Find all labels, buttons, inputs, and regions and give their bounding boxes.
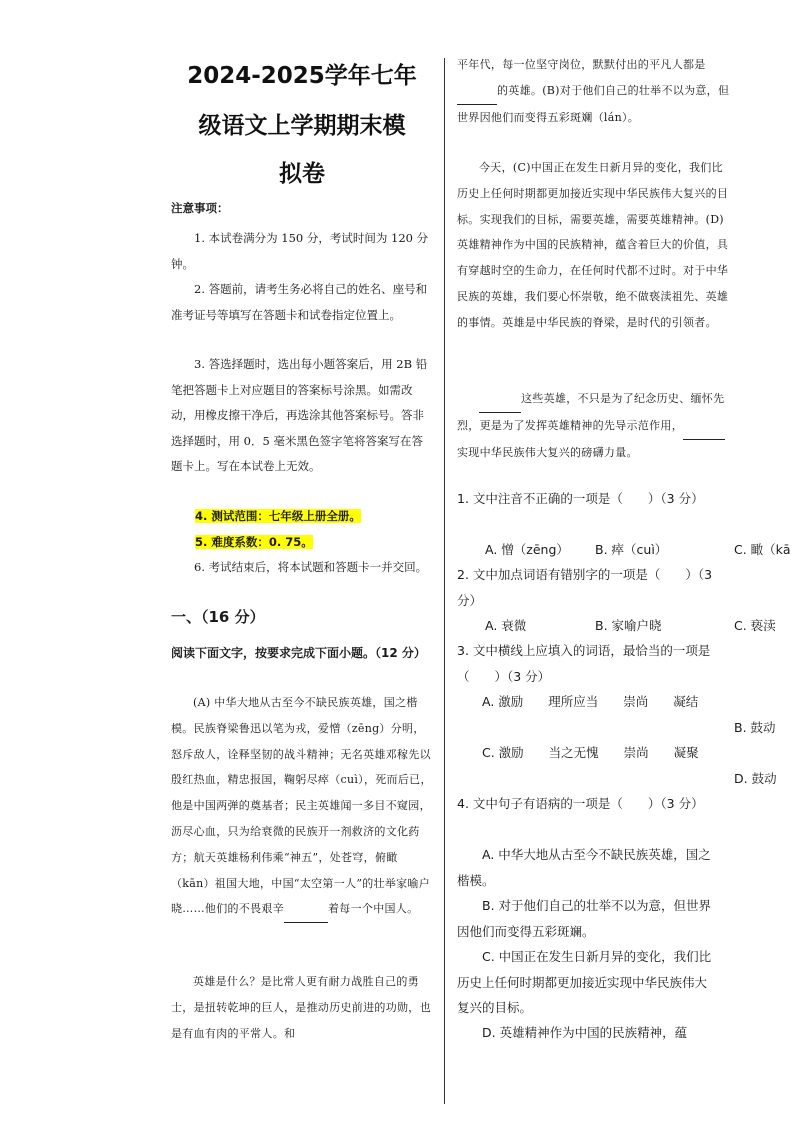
q3-option-d: D. 鼓动 xyxy=(734,771,777,786)
question-2: 2. 文中加点词语有错别字的一项是（ ）（3 分） xyxy=(457,567,713,608)
notice-item-1: 1. 本试卷满分为 150 分，考试时间为 120 分钟。 xyxy=(171,231,429,271)
q2-option-c: C. 亵渎 xyxy=(734,618,776,633)
notice-item-3: 3. 答选择题时，选出每小题答案后，用 2B 铅笔把答题卡上对应题目的答案标号涂黑。如需改动，用橡皮擦干净后，再选涂其他答案标号。答非选择题时，用 0．5 毫米黑色签字笔将答案写在答题卡上。写在本试卷上无效。 xyxy=(171,357,428,473)
reading-instruction: 阅读下面文字，按要求完成下面小题。（12 分） xyxy=(171,646,426,660)
notice-item-4: 4. 测试范围：七年级上册全册。 xyxy=(195,509,361,523)
q4-option-b: B. 对于他们自己的壮举不以为意，但世界因他们而变得五彩斑斓。 xyxy=(457,898,712,939)
fill-blank-2 xyxy=(457,78,497,105)
q4-option-c: C. 中国正在发生日新月异的变化，我们比历史上任何时期都更加接近实现中华民族伟大复兴的目标。 xyxy=(457,949,712,1015)
q3-option-c: C. 激励 当之无愧 崇尚 凝聚 xyxy=(482,745,699,760)
notice-heading: 注意事项： xyxy=(171,201,229,215)
notice-item-2: 2. 答题前，请考生务必将自己的姓名、座号和准考证号等填写在答题卡和试卷指定位置上。 xyxy=(171,282,428,322)
q4-option-a: A. 中华大地从古至今不缺民族英雄，国之楷模。 xyxy=(457,847,711,888)
passage-paragraph-3: 今天，(C)中国正在发生日新月异的变化，我们比历史上任何时期都更加接近实现中华民族伟大复兴的目标。实现我们的目标，需要英雄，需要英雄精神。(D) 英雄精神作为中国的民族精神，蕴含着巨大的价值，具有穿越时空的生命力，在任何时代都不过时。对于中华民族的英雄，我们要心怀崇敬，绝不做亵渎祖先、英雄的事情。英雄是中华民族的脊梁，是时代的引领者。 xyxy=(457,161,729,329)
notice-item-5: 5. 难度系数：0. 75。 xyxy=(195,535,313,549)
q3-option-a: A. 激励 理所应当 崇尚 凝结 xyxy=(482,694,699,709)
fill-blank-1 xyxy=(284,896,328,923)
passage-paragraph-4: 这些英雄，不只是为了纪念历史、缅怀先烈，更是为了发挥英雄精神的先导示范作用， 实现中华民族伟大复兴的磅礴力量。 xyxy=(457,386,732,465)
passage-paragraph-1: (A) 中华大地从古至今不缺民族英雄，国之楷模。民族脊梁鲁迅以笔为戎，爱憎（zēng）分明，怒斥敌人，诠释坚韧的战斗精神；无名英雄邓稼先以殷红热血，精忠报国，鞠躬尽瘁（cuì），死而后已，他是中国两弹的奠基者；民主英雄闻一多目不窥园，沥尽心血，只为给衰微的民族开一剂救济的文化药方；航天英雄杨利伟乘“神五”，处苍穹，俯瞰（kān）祖国大地，中国“太空第一人”的壮举家喻户晓……他们的不畏艰辛 着每一个中国人。 xyxy=(171,690,433,923)
exam-title-line-3: 拟卷 xyxy=(279,161,325,187)
exam-title-line-2: 级语文上学期期末模 xyxy=(198,113,406,139)
passage-paragraph-2-end: 平年代，每一位坚守岗位，默默付出的平凡人都是 的英雄。(B)对于他们自己的壮举不以为意，但世界因他们而变得五彩斑斓（lán）。 xyxy=(457,58,730,124)
q3-option-b: B. 鼓动 xyxy=(734,720,776,735)
q1-option-c: C. 瞰（kā xyxy=(734,542,791,557)
fill-blank-4 xyxy=(683,413,725,440)
q4-option-d: D. 英雄精神作为中国的民族精神，蕴 xyxy=(482,1025,688,1040)
q2-option-b: B. 家喻户晓 xyxy=(595,618,662,633)
fill-blank-3 xyxy=(479,386,521,413)
question-1: 1. 文中注音不正确的一项是（ ）（3 分） xyxy=(457,491,704,506)
exam-title-line-1: 2024-2025学年七年 xyxy=(187,63,417,89)
notice-item-6: 6. 考试结束后，将本试题和答题卡一并交回。 xyxy=(194,560,428,574)
q1-option-b: B. 瘁（cuì） xyxy=(595,542,668,557)
question-4: 4. 文中句子有语病的一项是（ ）（3 分） xyxy=(457,796,704,811)
column-divider xyxy=(444,58,445,1104)
q1-option-a: A. 憎（zēng） xyxy=(485,542,569,557)
section-heading: 一、（16 分） xyxy=(171,608,265,626)
q2-option-a: A. 衰微 xyxy=(485,618,527,633)
passage-paragraph-2-start: 英雄是什么？是比常人更有耐力战胜自己的勇士，是扭转乾坤的巨人，是推动历史前进的功勋，也是有血有肉的平常人。和 xyxy=(171,975,431,1040)
question-3: 3. 文中横线上应填入的词语，最恰当的一项是（ ）（3 分） xyxy=(457,643,711,684)
